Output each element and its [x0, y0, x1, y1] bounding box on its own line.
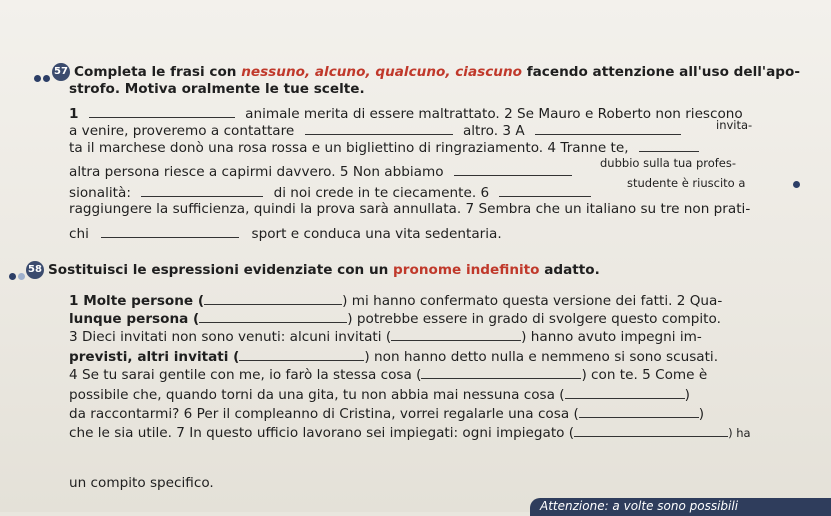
answer-blank[interactable]	[239, 348, 364, 361]
exercise-57-instruction: Completa le frasi con nessuno, alcuno, qualcuno, ciascuno facendo attenzione all'uso dell'apo-	[74, 64, 800, 80]
ex57-line-7: chi sport e conduca una vita sedentaria.	[69, 226, 502, 242]
ex57-line-4-end: dubbio sulla tua profes-	[600, 156, 737, 170]
exercise-57-instruction-line2: strofo. Motiva oralmente le tue scelte.	[69, 81, 365, 97]
answer-blank[interactable]	[639, 139, 699, 152]
answer-blank[interactable]	[574, 424, 728, 437]
ex57-line-4: altra persona riesce a capirmi davvero. 5 Non abbiamo	[69, 163, 572, 180]
exercise-58-instruction: Sostituisci le espressioni evidenziate con un pronome indefinito adatto.	[48, 262, 600, 278]
answer-blank[interactable]	[579, 405, 699, 418]
answer-blank[interactable]	[89, 105, 235, 118]
ex58-line-7: da raccontarmi? 6 Per il compleanno di Cristina, vorrei regalarle una cosa ( )	[69, 406, 705, 422]
answer-blank[interactable]	[204, 292, 342, 305]
difficulty-dots	[9, 265, 27, 284]
answer-blank[interactable]	[499, 184, 591, 197]
answer-blank[interactable]	[565, 386, 685, 399]
ex57-line-6: raggiungere la sufficienza, quindi la prova sarà annullata. 7 Sembra che un italiano su tre non prati-	[69, 201, 751, 217]
ex57-line-2: a venire, proveremo a contattare altro. 3 A	[69, 122, 687, 139]
ex57-line-5-end: studente è riuscito a	[627, 176, 746, 190]
answer-blank[interactable]	[535, 122, 681, 135]
answer-blank[interactable]	[141, 184, 263, 197]
ex58-line-2: lunque persona ( ) potrebbe essere in grado di svolgere questo compito.	[69, 311, 721, 327]
ex57-line-1: 1 animale merita di essere maltrattato. 2 Se Mauro e Roberto non riescono	[69, 106, 743, 122]
ex58-line-3: 3 Dieci invitati non sono venuti: alcuni invitati ( ) hanno avuto impegni im-	[69, 329, 702, 345]
difficulty-dots	[34, 67, 52, 86]
answer-blank[interactable]	[305, 122, 453, 135]
answer-blank[interactable]	[199, 310, 347, 323]
ex58-line-6: possibile che, quando torni da una gita, tu non abbia mai nessuna cosa ( )	[69, 387, 690, 403]
ex58-line-5: 4 Se tu sarai gentile con me, io farò la stessa cosa ( ) con te. 5 Come è	[69, 367, 708, 383]
ex57-line-3: ta il marchese donò una rosa rossa e un bigliettino di ringraziamento. 4 Tranne te,	[69, 139, 699, 156]
ex57-line-2-end: invita-	[716, 118, 753, 132]
ex58-line-8: che le sia utile. 7 In questo ufficio lavorano sei impiegati: ogni impiegato ( ) ha	[69, 425, 751, 441]
ex58-line-1: 1 Molte persone ( ) mi hanno confermato questa versione dei fatti. 2 Qua-	[69, 293, 723, 309]
exercise-58-number: 58	[26, 261, 44, 279]
exercise-57-number: 57	[52, 63, 70, 81]
answer-blank[interactable]	[101, 225, 239, 238]
footer-note: Attenzione: a volte sono possibili	[530, 498, 831, 516]
answer-blank[interactable]	[391, 328, 521, 341]
answer-blank[interactable]	[454, 163, 572, 176]
answer-blank[interactable]	[421, 366, 581, 379]
ex58-line-9: un compito specifico.	[69, 475, 214, 491]
margin-bullet	[793, 181, 800, 188]
ex58-line-4: previsti, altri invitati ( ) non hanno detto nulla e nemmeno si sono scusati.	[69, 349, 719, 365]
ex57-line-5: sionalità: di noi crede in te ciecamente. 6	[69, 184, 591, 201]
